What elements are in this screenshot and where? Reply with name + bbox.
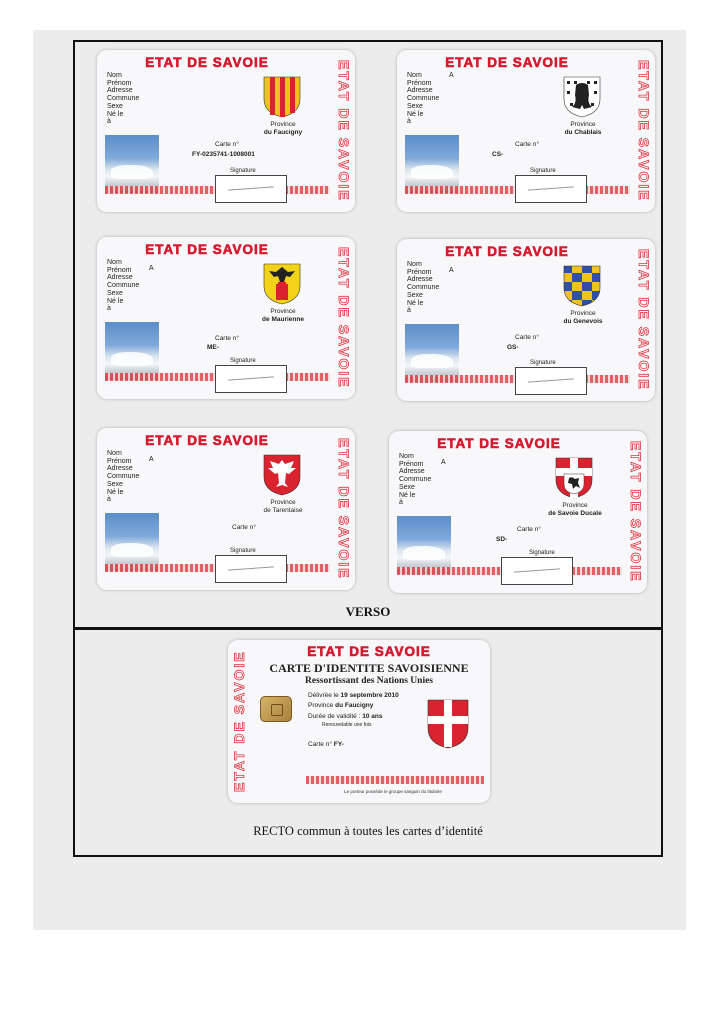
signature-label: Signature (230, 168, 256, 174)
field-label: Nom (107, 450, 122, 457)
signature-box (215, 555, 287, 583)
carte-number: GS- (507, 344, 519, 351)
card-vertical-title: ETAT DE SAVOIE (636, 60, 652, 202)
field-label: Sexe (107, 289, 123, 297)
field-label: Sexe (407, 291, 423, 299)
id-card-tarentaise (97, 428, 355, 590)
field-label: Nom (399, 453, 414, 460)
signature-label: Signature (530, 360, 556, 366)
card-fields (407, 261, 439, 315)
field-label: Né le (107, 488, 124, 496)
id-card-genevois (397, 239, 655, 401)
field-label: Prénom (107, 79, 132, 87)
field-label: Adresse (407, 87, 433, 95)
mountain-photo (397, 516, 451, 574)
field-label: Né le (407, 110, 424, 118)
faucigny-crest-icon (262, 75, 302, 119)
field-initial: A (149, 265, 154, 272)
chablais-crest-icon (562, 75, 602, 119)
province-name: du Genevois (563, 318, 603, 325)
chip-icon (260, 696, 292, 722)
field-initial: A (449, 72, 454, 79)
card-title: ETAT DE SAVOIE (437, 436, 561, 451)
card-vertical-title: ETAT DE SAVOIE (636, 249, 652, 391)
carte-label: Carte n° (215, 141, 239, 148)
province-label: Province (570, 121, 596, 128)
recto-title: ETAT DE SAVOIE (307, 644, 431, 659)
id-card-faucigny (97, 50, 355, 212)
recto-caption: RECTO commun à toutes les cartes d’identité (253, 824, 483, 838)
delivered-value: 19 septembre 2010 (340, 692, 399, 699)
recto-carte-label: Carte n° (308, 741, 332, 748)
field-label: Commune (107, 473, 140, 481)
field-label: Prénom (107, 266, 132, 274)
card-fields (407, 72, 439, 126)
verso-caption: VERSO (345, 604, 391, 619)
card-fields (107, 72, 139, 126)
card-vertical-title: ETAT DE SAVOIE (336, 247, 352, 389)
field-label: Prénom (407, 268, 432, 276)
province-label: Province (270, 308, 296, 315)
signature-box (501, 557, 573, 585)
province-name: du Chablais (564, 129, 602, 136)
carte-label: Carte n° (215, 335, 239, 342)
province-block (237, 121, 329, 137)
recto-province-label: Province (308, 702, 334, 709)
field-label: Commune (107, 282, 140, 290)
carte-number: CS- (492, 151, 504, 158)
field-label: Sexe (107, 480, 123, 488)
field-label: Né le (107, 110, 124, 118)
field-label: à (407, 118, 411, 126)
field-label: Commune (407, 95, 440, 103)
card-fields (107, 450, 139, 504)
field-label: Adresse (407, 276, 433, 284)
validity-value: 10 ans (362, 713, 383, 720)
signature-box (515, 367, 587, 395)
field-label: à (107, 496, 111, 504)
card-vertical-title: ETAT DE SAVOIE (336, 438, 352, 580)
signature-box (215, 175, 287, 203)
carte-label: Carte n° (515, 334, 539, 341)
field-label: Nom (107, 259, 122, 266)
mountain-photo (405, 135, 459, 193)
province-name: du Faucigny (263, 129, 303, 136)
id-card-maurienne (97, 237, 355, 399)
card-title: ETAT DE SAVOIE (145, 55, 269, 70)
province-block (237, 499, 329, 515)
tarentaise-crest-icon (262, 453, 302, 497)
card-title: ETAT DE SAVOIE (145, 242, 269, 257)
carte-label: Carte n° (515, 141, 539, 148)
province-label: Province (270, 499, 296, 506)
signature-label: Signature (529, 550, 555, 556)
card-title: ETAT DE SAVOIE (445, 244, 569, 259)
recto-carte-value: FY- (333, 741, 344, 748)
field-label: à (407, 307, 411, 315)
recto-pattern-strip (306, 776, 484, 784)
card-fields (399, 453, 431, 507)
province-name: de Savoie Ducale (548, 510, 602, 517)
recto-carte (308, 741, 344, 748)
id-card-recto (228, 640, 490, 803)
field-label: Commune (407, 284, 440, 292)
signature-label: Signature (230, 548, 256, 554)
recto-subtitle: CARTE D'IDENTITE SAVOISIENNE (269, 661, 469, 675)
field-label: Né le (107, 297, 124, 305)
field-label: Nom (407, 261, 422, 268)
carte-number: ME- (207, 344, 219, 351)
field-initial: A (441, 459, 446, 466)
province-name: de Tarentaise (263, 507, 303, 514)
province-block (237, 308, 329, 324)
mountain-photo (405, 324, 459, 382)
field-label: Sexe (399, 483, 415, 491)
genevois-crest-icon (562, 264, 602, 308)
field-initial: A (449, 267, 454, 274)
recto-province (308, 702, 373, 709)
maurienne-crest-icon (262, 262, 302, 306)
field-label: à (107, 118, 111, 126)
savoie-ducale-crest-icon (554, 456, 594, 500)
signature-box (515, 175, 587, 203)
carte-label: Carte n° (517, 526, 541, 533)
id-card-chablais (397, 50, 655, 212)
card-title: ETAT DE SAVOIE (445, 55, 569, 70)
field-label: Prénom (107, 457, 132, 465)
field-label: Prénom (407, 79, 432, 87)
mountain-photo (105, 135, 159, 193)
recto-footer: Le porteur possède le groupe sanguin du titulaire (344, 789, 442, 794)
field-label: Commune (107, 95, 140, 103)
recto-province-value: du Faucigny (335, 702, 374, 709)
delivered-label: Délivrée le (308, 692, 339, 699)
field-label: Né le (399, 491, 416, 499)
field-label: Sexe (407, 102, 423, 110)
recto-validity (308, 713, 382, 720)
recto-delivered (308, 692, 399, 699)
province-label: Province (562, 502, 588, 509)
field-initial: A (149, 456, 154, 463)
field-label: Nom (107, 72, 122, 79)
province-label: Province (570, 310, 596, 317)
validity-label: Durée de validité : (308, 713, 361, 720)
mountain-photo (105, 322, 159, 380)
field-label: Adresse (107, 274, 133, 282)
field-label: à (107, 305, 111, 313)
province-block (529, 502, 621, 518)
signature-box (215, 365, 287, 393)
mountain-photo (105, 513, 159, 571)
field-label: Commune (399, 476, 432, 484)
province-block (537, 310, 629, 326)
renewable-note: Renouvelable une fois (322, 722, 372, 728)
field-label: à (399, 499, 403, 507)
carte-number: FY-0235741-1008001 (192, 151, 255, 158)
province-label: Province (270, 121, 296, 128)
recto-subtitle-nations: Ressortissant des Nations Unies (305, 676, 433, 686)
card-vertical-title: ETAT DE SAVOIE (336, 60, 352, 202)
card-title: ETAT DE SAVOIE (145, 433, 269, 448)
carte-label: Carte n° (232, 524, 256, 531)
field-label: Sexe (107, 102, 123, 110)
carte-number: SD- (496, 536, 508, 543)
card-fields (107, 259, 139, 313)
field-label: Né le (407, 299, 424, 307)
field-label: Adresse (107, 465, 133, 473)
province-name: de Maurienne (262, 316, 304, 323)
province-block (537, 121, 629, 137)
field-label: Nom (407, 72, 422, 79)
field-label: Prénom (399, 460, 424, 468)
card-vertical-title: ETAT DE SAVOIE (628, 441, 644, 583)
signature-label: Signature (530, 168, 556, 174)
field-label: Adresse (107, 87, 133, 95)
recto-vertical-title: ETAT DE SAVOIE (231, 650, 247, 792)
field-label: Adresse (399, 468, 425, 476)
id-card-savoie-ducale (389, 431, 647, 593)
savoie-cross-crest-icon (426, 698, 470, 750)
signature-label: Signature (230, 358, 256, 364)
